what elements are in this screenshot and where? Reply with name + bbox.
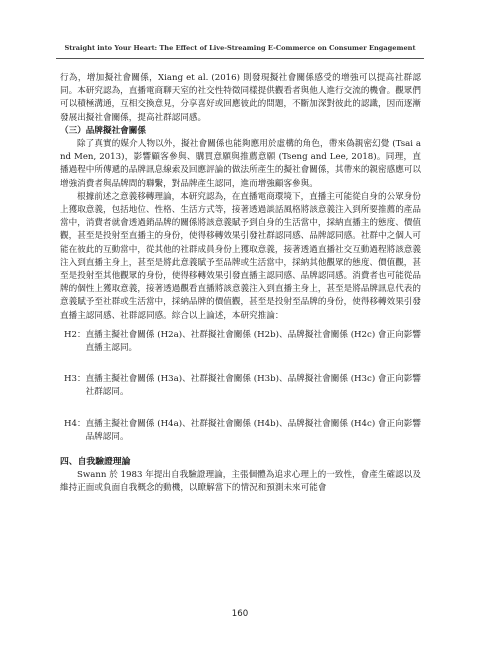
- section-heading: 四、自我驗證理論: [60, 457, 131, 468]
- hypothesis-label: H4：: [64, 418, 86, 429]
- paragraph-meaning-transfer: 根據前述之意義移轉理論，本研究認為，在直播電商環境下，直播主可能從自身的公眾身份上獲取意義，包括地位、性格、生活方式等，接著透過談話風格將該意義注入到所要推薦的產品當中，消費者就會透過銷品牌的關係將該意義賦予到自身的生活當中，採納直播主的態度、價值觀，甚至是投射至直播主的身份，使得移轉效果引發社群認同感、品牌認同感。社群中之個人可能在彼此的互動當中，從其他的社群成員身份上獲取意義，接著透過直播社交互動過程將該意義注入到直播主身上，甚至是將此意義賦予至品牌或生活當中，採納其他觀眾的態度、價值觀，甚至是投射至其他觀眾的身份，使得移轉效果引發直播主認同感、品牌認同感。消費者也可能從品牌的個性上獲取意義，接著透過觀看直播將該意義注入到直播主身上，甚至是將品牌訊息代表的意義賦予至社群或生活當中，採納品牌的價值觀，甚至是投射至品牌的身份，使得移轉效果引發直播主認同感、社群認同感。綜合以上論述，本研究推論：: [60, 191, 421, 321]
- page-number: 160: [231, 609, 249, 619]
- hypothesis-h3: [64, 373, 421, 399]
- hypothesis-h2: [64, 329, 421, 355]
- subsection-heading: （三）品牌擬社會關係: [60, 125, 146, 136]
- hypothesis-label: H3：: [64, 374, 86, 385]
- hypothesis-text: 直播主擬社會關係 (H4a)、社群擬社會關係 (H4b)、品牌擬社會關係 (H4c) 會正向影響品牌認同。: [85, 418, 421, 442]
- paragraph-brand-parasocial: 除了真實的媒介人物以外，擬社會關係也能夠應用於虛構的角色，帶來偽親密幻覺 (Tsai and Men, 2013)，影響顧客參與、購買意願與推薦意願 (Tseng and Lee, 2018)。同理，直播過程中所傳遞的品牌訊息線索及回應評論的做法所產生的擬社會關係，其帶來的親密感應可以增強消費者與品牌間的聯繫，對品牌產生認同，進而增強顧客參與。: [60, 139, 421, 189]
- running-head: Straight into Your Heart: The Effect of Live-Streaming E-Commerce on Consumer Engagement: [64, 44, 416, 52]
- paragraph-self-verification: Swann 於 1983 年提出自我驗證理論，主張個體為追求心理上的一致性，會產生確認以及維持正面或負面自我概念的動機，以瞭解當下的情況和預測未來可能會: [60, 470, 421, 494]
- body-text: [60, 72, 421, 496]
- hypothesis-h4: [64, 418, 421, 444]
- hypothesis-text: 直播主擬社會關係 (H3a)、社群擬社會關係 (H3b)、品牌擬社會關係 (H3c) 會正向影響社群認同。: [85, 374, 421, 398]
- header-rule: [56, 58, 424, 59]
- paragraph-continued: 行為，增加擬社會關係，Xiang et al. (2016) 則發現擬社會關係感受的增強可以提高社群認同。本研究認為，直播電商聊天室的社交性特徵同樣提供觀看者與他人進行交流的機會。觀眾們可以積極溝通，互相交換意見，分享喜好或回應彼此的問題，不斷加深對彼此的認識，因而逐漸發展出擬社會關係，提高社群認同感。: [60, 73, 421, 123]
- hypothesis-label: H2：: [64, 329, 86, 340]
- hypothesis-text: 直播主擬社會關係 (H2a)、社群擬社會關係 (H2b)、品牌擬社會關係 (H2c) 會正向影響直播主認同。: [85, 329, 421, 354]
